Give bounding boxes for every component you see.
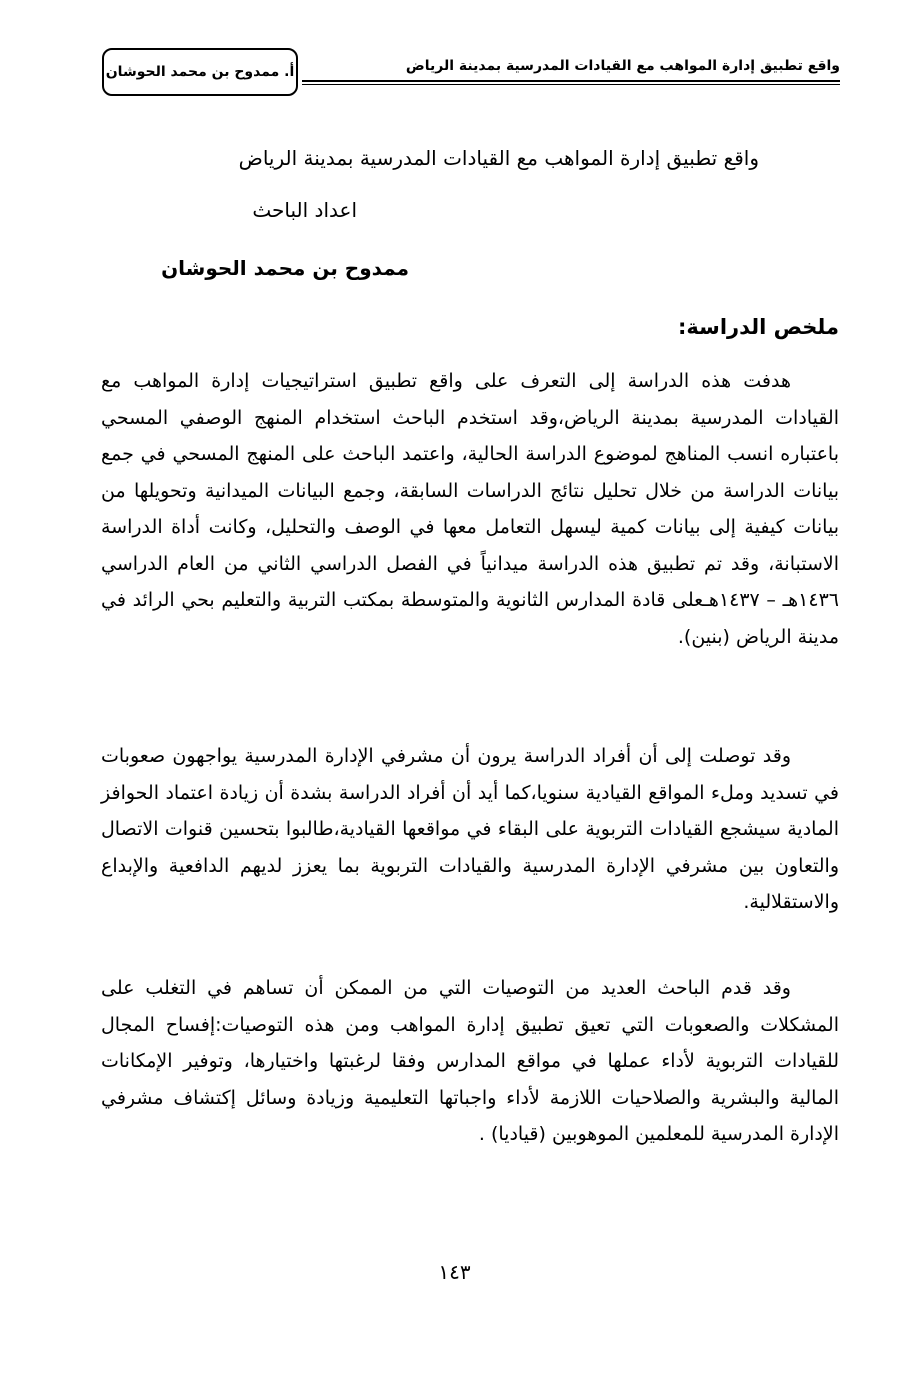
page-header bbox=[102, 44, 840, 102]
abstract-paragraph-2: وقد توصلت إلى أن أفراد الدراسة يرون أن مشرفي الإدارة المدرسية يواجهون صعوبات في تسديد وملء المواقع القيادية سنويا،كما أيد أن أفراد الدراسة بشدة أن زيادة اعتماد الحوافز المادية سيشجع القيادات التربوية على البقاء في مواقعها القيادية،طالبوا بتحسين قنوات الاتصال والتعاون بين مشرفي الإدارة المدرسية والقيادات التربوية بما يعزز لديهم الدافعية والإبداع والاستقلالية. bbox=[101, 745, 839, 913]
prepared-by-label: اعداد الباحث bbox=[252, 198, 357, 222]
author-name: ممدوح بن محمد الحوشان bbox=[161, 256, 409, 280]
paper-title: واقع تطبيق إدارة المواهب مع القيادات المدرسية بمدينة الرياض bbox=[238, 146, 759, 170]
header-rule bbox=[302, 80, 840, 82]
abstract-paragraph-1: هدفت هذه الدراسة إلى التعرف على واقع تطبيق استراتيجيات إدارة المواهب مع القيادات المدرسية بمدينة الرياض،وقد استخدم الباحث استخدام المنهج الوصفي المسحي باعتباره انسب المناهج لموضوع الدراسة الحالية، واعتمد الباحث على المنهج المسحي في جمع بيانات الدراسة من خلال تحليل نتائج الدراسات السابقة، وجمع البيانات الميدانية وتحويلها من بيانات كيفية إلى بيانات كمية ليسهل التعامل معها في الوصف والتحليل، وكانت أداة الدراسة الاستبانة، وقد تم تطبيق هذه الدراسة ميدانياً في الفصل الدراسي الثاني من العام الدراسي ١٤٣٦هـ – ١٤٣٧هـعلى قادة المدارس الثانوية والمتوسطة بمكتب التربية والتعليم بحي الرائد في مدينة الرياض (بنين). bbox=[101, 370, 839, 648]
page-number: ١٤٣ bbox=[438, 1260, 471, 1284]
abstract-heading: ملخص الدراسة: bbox=[678, 315, 839, 339]
header-author-box: أ. ممدوح بن محمد الحوشان bbox=[102, 48, 298, 96]
abstract-paragraph-3: وقد قدم الباحث العديد من التوصيات التي من الممكن أن تساهم في التغلب على المشكلات والصعوبات التي تعيق تطبيق إدارة المواهب ومن هذه التوصيات:إفساح المجال للقيادات التربوية لأداء عملها في مواقع المدارس وفقا لرغبتها واختيارها، وتوفير الإمكانات المالية والبشرية والصلاحيات اللازمة لأداء واجباتها التعليمية وزيادة وسائل إكتشاف مشرفي الإدارة المدرسية للمعلمين الموهوبين (قياديا) . bbox=[101, 977, 839, 1145]
header-rule-thin bbox=[302, 84, 840, 85]
running-title: واقع تطبيق إدارة المواهب مع القيادات المدرسية بمدينة الرياض bbox=[405, 58, 840, 74]
